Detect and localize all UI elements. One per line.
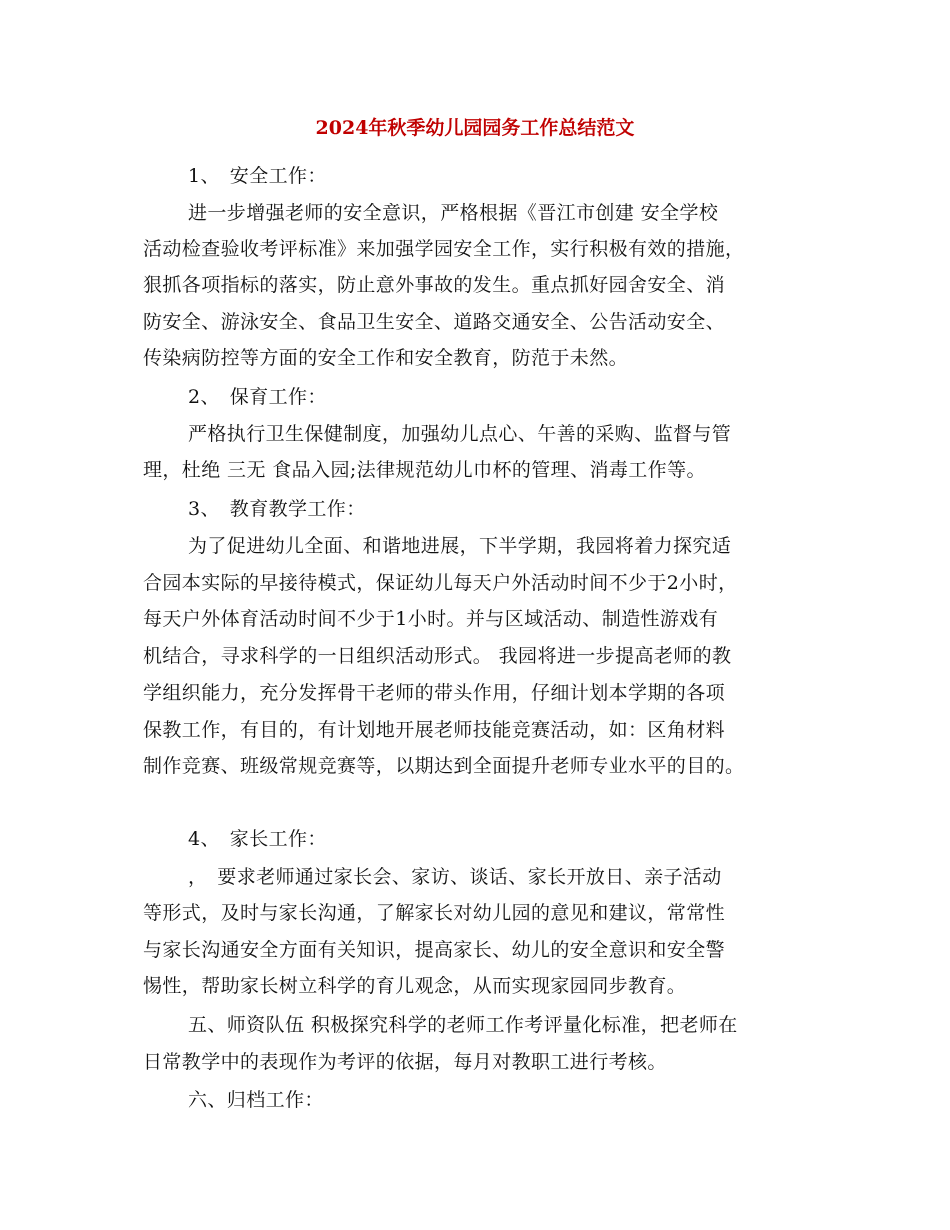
paragraph-line: 防安全、游泳安全、食品卫生安全、道路交通安全、公告活动安全、: [143, 311, 726, 333]
paragraph-line: 日常教学中的表现作为考评的依据，每月对教职工进行考核。: [143, 1051, 667, 1073]
paragraph-line: 机结合，寻求科学的一日组织活动形式。 我园将进一步提高老师的教: [143, 645, 732, 667]
section-heading-teaching: 3、 教育教学工作：: [188, 498, 366, 520]
paragraph-line: 活动检查验收考评标准》来加强学园安全工作，实行积极有效的措施，: [143, 238, 745, 260]
paragraph-line: 为了促进幼儿全面、和谐地进展，下半学期，我园将着力探究适: [188, 535, 732, 557]
paragraph-line: 保教工作，有目的，有计划地开展老师技能竞赛活动，如：区角材料: [143, 719, 726, 741]
paragraph-line: 学组织能力，充分发挥骨干老师的带头作用，仔细计划本学期的各项: [143, 682, 726, 704]
paragraph-line: 制作竞赛、班级常规竞赛等，以期达到全面提升老师专业水平的目的。: [143, 755, 745, 777]
paragraph-line: 狠抓各项指标的落实，防止意外事故的发生。重点抓好园舍安全、消: [143, 274, 726, 296]
paragraph-line: 理，杜绝 三无 食品入园;法律规范幼儿巾杯的管理、消毒工作等。: [143, 459, 706, 481]
paragraph-line: 每天户外体育活动时间不少于1小时。并与区域活动、制造性游戏有: [143, 608, 719, 630]
paragraph-line: 惕性，帮助家长树立科学的育儿观念，从而实现家园同步教育。: [143, 975, 687, 997]
document-title: 2024年秋季幼儿园园务工作总结范文: [315, 117, 635, 139]
paragraph-line: 等形式，及时与家长沟通，了解家长对幼儿园的意见和建议，常常性: [143, 902, 726, 924]
paragraph-line: 传染病防控等方面的安全工作和安全教育，防范于未然。: [143, 347, 629, 369]
paragraph-line: 严格执行卫生保健制度，加强幼儿点心、午善的采购、监督与管: [188, 423, 732, 445]
paragraph-line: 进一步增强老师的安全意识，严格根据《晋江市创建 安全学校: [188, 202, 719, 224]
paragraph-line: 合园本实际的早接待模式，保证幼儿每天户外活动时间不少于2小时，: [143, 572, 738, 594]
section-heading-parents: 4、 家长工作：: [188, 828, 327, 850]
paragraph-line: ， 要求老师通过家长会、家访、谈话、家长开放日、亲子活动: [188, 866, 722, 888]
paragraph-line: 与家长沟通安全方面有关知识，提高家长、幼儿的安全意识和安全警: [143, 939, 726, 961]
section-heading-safety: 1、 安全工作：: [188, 165, 327, 187]
section-heading-care: 2、 保育工作：: [188, 386, 327, 408]
section-heading-archive: 六、归档工作：: [188, 1089, 324, 1111]
section-heading-teachers: 五、师资队伍 积极探究科学的老师工作考评量化标准，把老师在: [188, 1014, 738, 1036]
